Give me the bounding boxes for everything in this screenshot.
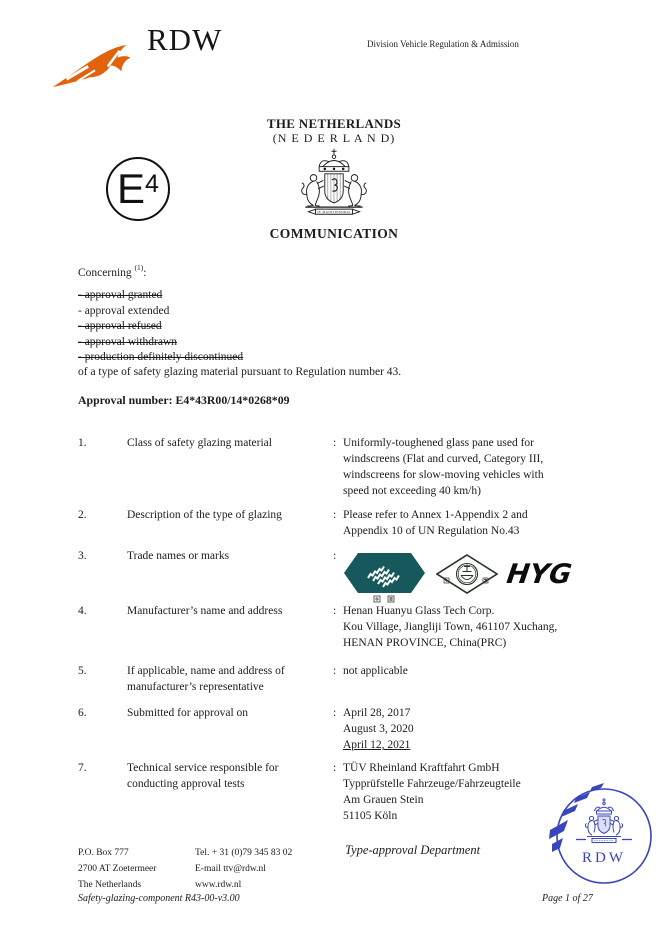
division-title: Division Vehicle Regulation & Admission: [367, 39, 519, 49]
option-approval-granted: - approval granted: [78, 289, 163, 301]
e-mark-letter: E: [117, 165, 146, 212]
item-number: 7.: [78, 762, 87, 774]
huanyu-hexagon-logo-icon: [343, 551, 427, 603]
item-number: 1.: [78, 437, 87, 449]
footer-phone: Tel. + 31 (0)79 345 83 02: [195, 848, 293, 858]
item-label: Description of the type of glazing: [127, 509, 282, 521]
arms-motto-text: JE MAINTIENDRAI: [317, 210, 351, 215]
concerning-options: [78, 288, 243, 366]
left-lion: [302, 175, 324, 206]
item-number: 6.: [78, 707, 87, 719]
trade-marks-logos: [343, 551, 574, 603]
rdw-swoosh-icon: [50, 36, 140, 90]
item-label: Class of safety glazing material: [127, 437, 272, 449]
item-number: 2.: [78, 509, 87, 521]
netherlands-coat-of-arms-icon: [291, 147, 377, 217]
item-label: Technical service responsible for conducting approval tests: [127, 762, 279, 790]
hyg-wordmark: HYG: [504, 559, 574, 590]
approval-number-label: Approval number:: [78, 393, 173, 407]
item-number: 5.: [78, 665, 87, 677]
footer-email: E-mail ttv@rdw.nl: [195, 864, 266, 874]
footer-website: www.rdw.nl: [195, 880, 242, 890]
doc-type-title: COMMUNICATION: [269, 226, 399, 241]
document-reference: Safety-glazing-component R43-00-v3.00: [78, 893, 240, 904]
option-approval-withdrawn: - approval withdrawn: [78, 335, 177, 348]
department-title: Type-approval Department: [345, 843, 481, 857]
item-label: Submitted for approval on: [127, 707, 249, 719]
concerning-colon: :: [143, 267, 147, 279]
item-value: April 28, 2017 August 3, 2020 April 12, 2021: [343, 707, 414, 751]
country-title: THE NETHERLANDS: [266, 116, 402, 131]
item-value: TÜV Rheinland Kraftfahrt GmbH Typprüfstelle Fahrzeuge/Fahrzeugteile Am Grauen Stein 51105 Köln: [343, 762, 521, 822]
country-native-title: (N E D E R L A N D): [272, 131, 396, 145]
item-value: Henan Huanyu Glass Tech Corp. Kou Village, Jiangliji Town, 461107 Xuchang, HENAN PROVINCE, China(PRC): [343, 605, 558, 649]
item-number: 3.: [78, 550, 87, 562]
footer-address: P.O. Box 777 2700 AT Zoetermeer The Netherlands: [78, 848, 157, 890]
item-label: Trade names or marks: [127, 550, 230, 562]
approval-number-value: E4*43R00/14*0268*09: [175, 393, 290, 407]
e-mark-number: 4: [145, 170, 159, 198]
item-value: Please refer to Annex 1-Appendix 2 and Appendix 10 of UN Regulation No.43: [343, 509, 528, 537]
footer-contact: [195, 845, 292, 893]
item-number: 4.: [78, 605, 87, 617]
stamp-rdw-text: RDW: [582, 850, 626, 866]
option-approval-extended: - approval extended: [78, 304, 170, 317]
option-production-discontinued: - production definitely discontinued: [78, 351, 244, 363]
concerning-heading: [78, 263, 146, 279]
rdw-logo-text: RDW: [147, 22, 223, 57]
rdw-blue-stamp-icon: [540, 778, 671, 900]
e4-approval-mark-icon: [106, 157, 170, 221]
huanyu-diamond-logo-icon: [436, 554, 498, 594]
item-value: not applicable: [343, 665, 408, 677]
right-lion: [344, 175, 366, 206]
option-approval-refused: - approval refused: [78, 320, 162, 332]
approval-number-line: [78, 393, 290, 408]
concerning-label: Concerning: [78, 267, 132, 279]
item-value: Uniformly-toughened glass pane used for windscreens (Flat and curved, Category III, windscreens for slow-moving vehicles with speed not exceeding 40 km/h): [343, 437, 544, 497]
footnote-ref: (1): [134, 263, 144, 272]
subject-line: of a type of safety glazing material pursuant to Regulation number 43.: [78, 366, 402, 378]
hexagon-cjk-glyphs: [374, 596, 394, 602]
page-number: Page 1 of 27: [542, 893, 593, 904]
document-page: RDW Division Vehicle Regulation & Admission THE NETHERLANDS (N E D E R L A N D) E 4 JE MAINTIENDRAI COMMUNICATION Concerning $^{(1)}$: - approval granted - approval extended - approval refused - approval withdrawn - production definitely discontinued of a type of safety glazing material pursuant to Regulation number 43. Approval number: E4*43R00/14*0268*09 1. Class of safety glazing material : Uniformly-toughened glass pane used for windscreens (Flat and curved, Category III, windscreens for slow-moving vehicles with speed not exceeding 40 km/h) 2. Description of the type of glazing : Please refer to Annex 1-Appendix 2 and Appendix 10 of UN Regulation No.43 3. Trade names or marks : HYG 4. Manufacturer’s name and address : Henan Huanyu Glass Tech Corp. Kou Village, Jiangliji Town, 461107 Xuchang, HENAN PROVINCE, China(PRC) 5. If applicable, name and address of manufacturer’s representative : not applicable 6. Submitted for approval on : April 28, 2017 August 3, 2020 April 12, 2021 7. Technical service responsible for conducting approval tests : TÜV Rheinland Kraftfahrt GmbH Typprüfstelle Fahrzeuge/Fahrzeugteile Am Grauen Stein 51105 Köln RDW P.O. Box 777 2700 AT Zoetermeer The Netherlands Tel. + 31 (0)79 345 83 02 E-mail ttv@rdw.nl www.rdw.nl Type-approval Department Safety-glazing-component R43-00-v3.00 Page 1 of 27: [0, 0, 671, 934]
item-label: If applicable, name and address of manufacturer’s representative: [127, 665, 285, 693]
item-label: Manufacturer’s name and address: [127, 605, 283, 617]
